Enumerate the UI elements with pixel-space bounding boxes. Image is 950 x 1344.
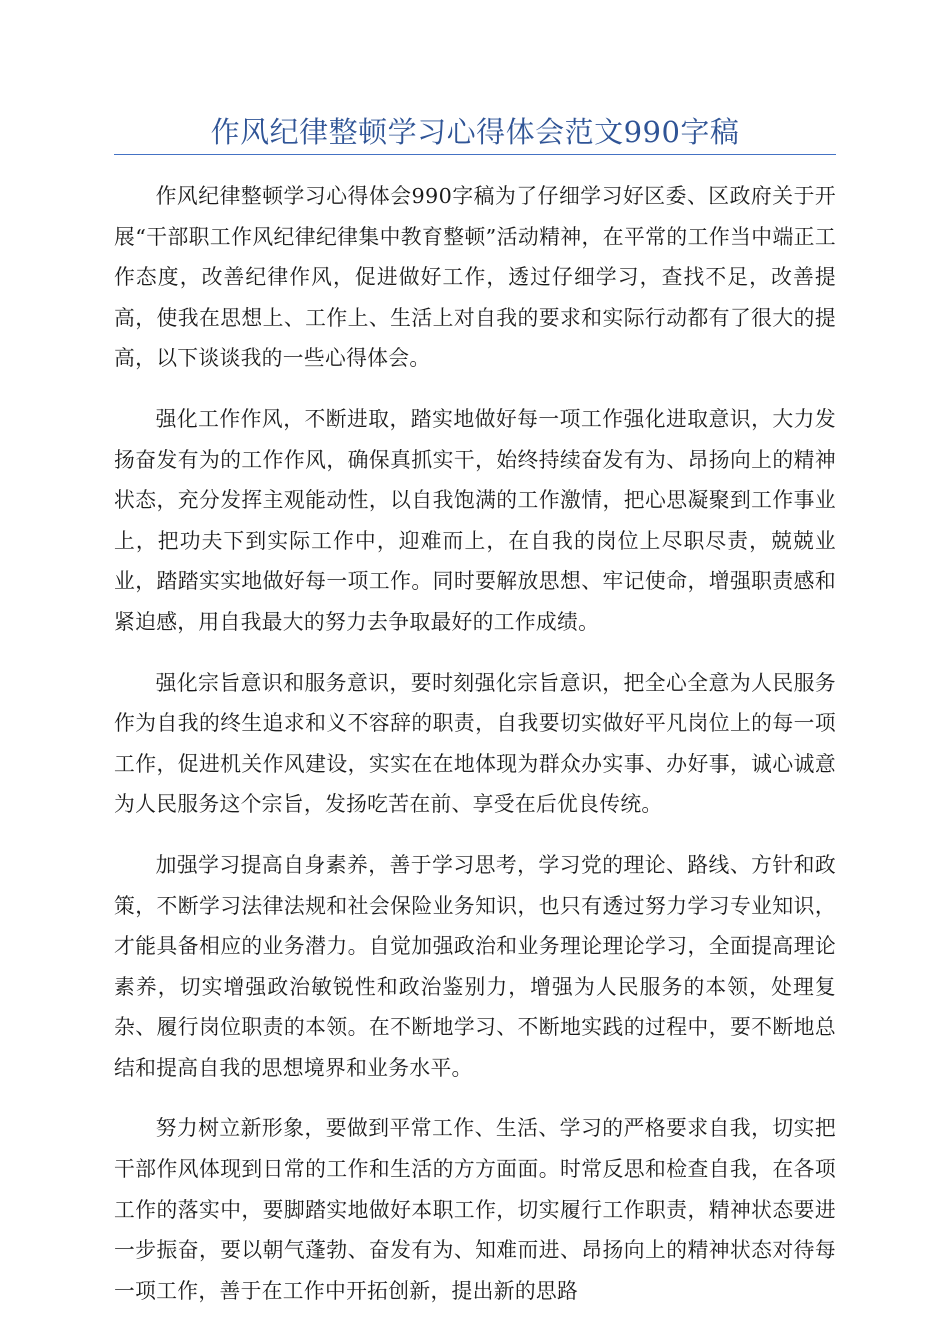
title-underline — [114, 154, 836, 155]
paragraph-intro: 作风纪律整顿学习心得体会990字稿为了仔细学习好区委、区政府关于开展“干部职工作风纪律纪律集中教育整顿”活动精神，在平常的工作当中端正工作态度，改善纪律作风，促进做好工作，透过仔细学习，查找不足，改善提高，使我在思想上、工作上、生活上对自我的要求和实际行动都有了很大的提高，以下谈谈我的一些心得体会。 — [114, 184, 836, 371]
paragraph-work-style: 强化工作作风，不断进取，踏实地做好每一项工作强化进取意识，大力发扬奋发有为的工作作风，确保真抓实干，始终持续奋发有为、昂扬向上的精神状态，充分发挥主观能动性，以自我饱满的工作激情，把心思凝聚到工作事业上，把功夫下到实际工作中，迎难而上，在自我的岗位上尽职尽责，兢兢业业，踏踏实实地做好每一项工作。同时要解放思想、牢记使命，增强职责感和紧迫感，用自我最大的努力去争取最好的工作成绩。 — [114, 406, 836, 634]
document-title: 作风纪律整顿学习心得体会范文990字稿 — [210, 115, 740, 149]
paragraph-service-awareness: 强化宗旨意识和服务意识，要时刻强化宗旨意识，把全心全意为人民服务作为自我的终生追求和义不容辞的职责，自我要切实做好平凡岗位上的每一项工作，促进机关作风建设，实实在在地体现为群众办实事、办好事，诚心诚意为人民服务这个宗旨，发扬吃苦在前、享受在后优良传统。 — [114, 670, 836, 817]
paragraph-new-image: 努力树立新形象，要做到平常工作、生活、学习的严格要求自我，切实把干部作风体现到日常的工作和生活的方方面面。时常反思和检查自我，在各项工作的落实中，要脚踏实地做好本职工作，切实履行工作职责，精神状态要进一步振奋，要以朝气蓬勃、奋发有为、知难而进、昂扬向上的精神状态对待每一项工作，善于在工作中开拓创新，提出新的思路 — [114, 1116, 836, 1303]
document-body — [114, 176, 836, 1331]
paragraph-study: 加强学习提高自身素养，善于学习思考，学习党的理论、路线、方针和政策，不断学习法律法规和社会保险业务知识，也只有透过努力学习专业知识，才能具备相应的业务潜力。自觉加强政治和业务理论理论学习，全面提高理论素养，切实增强政治敏锐性和政治鉴别力，增强为人民服务的本领，处理复杂、履行岗位职责的本领。在不断地学习、不断地实践的过程中，要不断地总结和提高自我的思想境界和业务水平。 — [114, 852, 836, 1080]
